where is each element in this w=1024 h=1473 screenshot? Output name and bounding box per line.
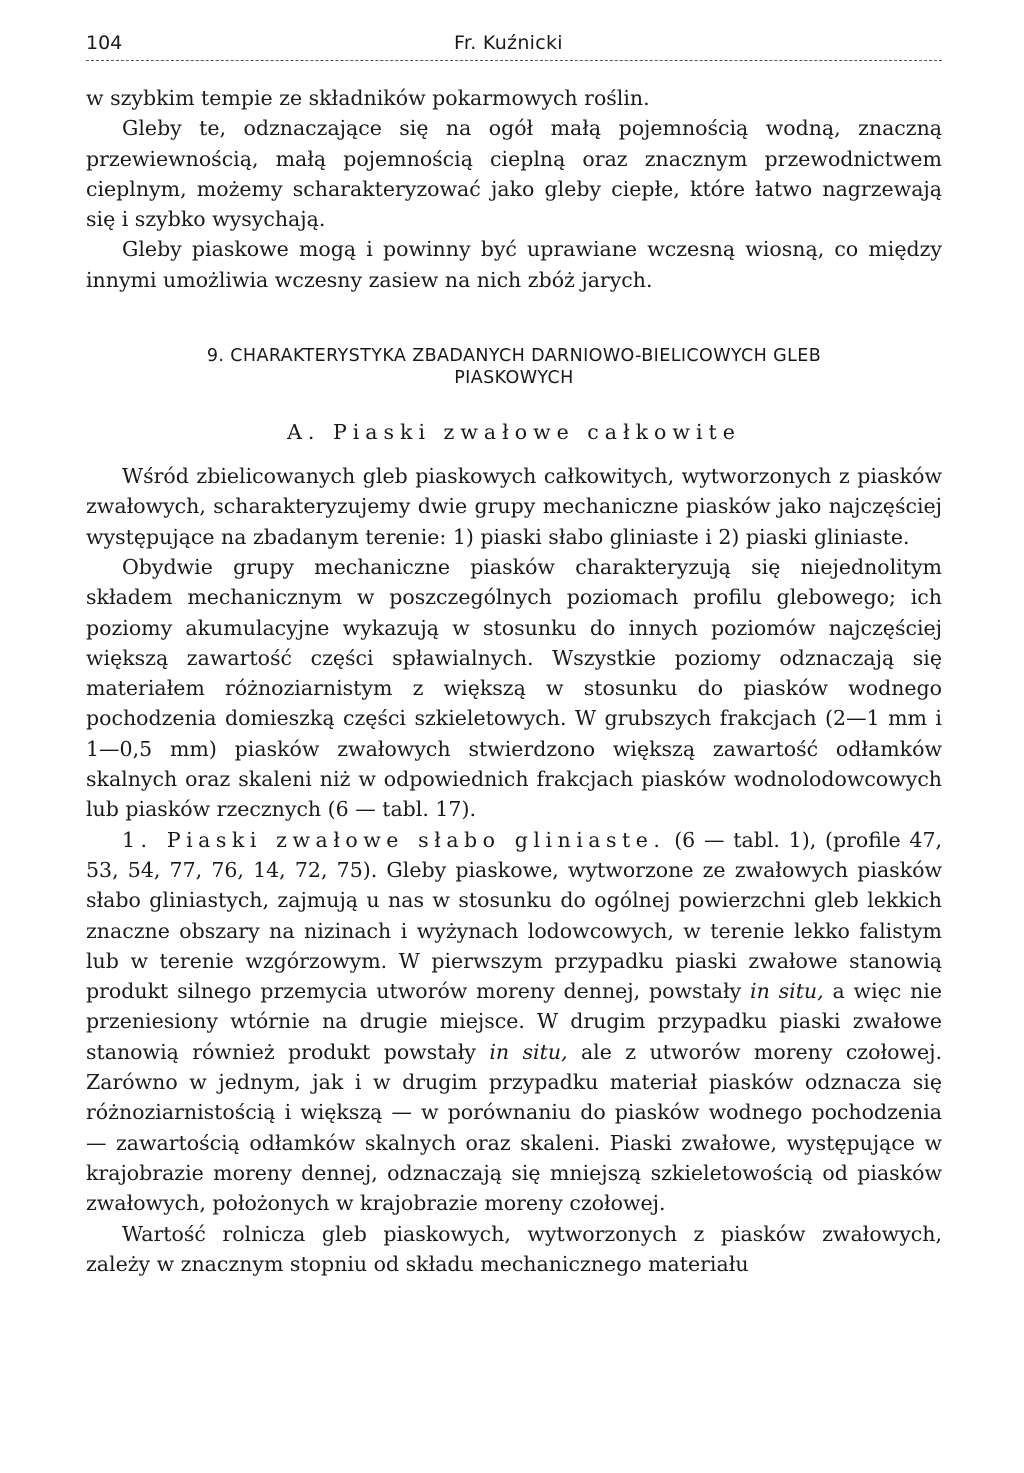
subsection-heading: A. Piaski zwałowe całkowite [287, 420, 741, 445]
body-paragraph-3 [86, 825, 942, 1219]
body-paragraph-3-part-b: a więc nie przeniesiony wtórnie na drugie miejsce. W drugim przypadku piaski zwałowe stanowią również produkt powstały [86, 979, 942, 1064]
page-number: 104 [86, 32, 123, 54]
intro-paragraph-3: Gleby piaskowe mogą i powinny być uprawiane wczesną wiosną, co między innymi umożliwia wczesny zasiew na nich zbóż jarych. [86, 237, 942, 292]
body-paragraph-2: Obydwie grupy mechaniczne piasków charakteryzują się niejednolitym składem mechanicznym w poszczególnych poziomach profilu glebowego; ich poziomy akumulacyjne wykazują w stosunku do innych poziomów najczęściej większą zawartość części spławialnych. Wszystkie poziomy odznaczają się materiałem różnoziarnistym z większą w stosunku do piasków wodnego pochodzenia domieszką części szkieletowych. W grubszych frakcjach (2—1 mm i 1—0,5 mm) piasków zwałowych stwierdzono większą zawartość odłamków skalnych oraz skaleni niż w odpowiednich frakcjach piasków wodnolodowcowych lub piasków rzecznych (6 — tabl. 17). [86, 554, 942, 822]
running-header [86, 22, 942, 56]
section-heading [86, 345, 942, 389]
body-paragraph-3-part-a: (6 — tabl. 1), (profile 47, 53, 54, 77, 76, 14, 72, 75). Gleby piaskowe, wytworzone ze zwałowych piasków słabo gliniastych, zajmują u nas w stosunku do ogólnej powierzchni gleb lekkich znaczne obszary na nizinach i wyżynach lodowcowych, w terenie lekko falistym lub w terenie wzgórzowym. W pierwszym przypadku piaski zwałowe stanowią produkt silnego przemycia utworów moreny dennej, powstały [86, 827, 942, 1004]
body-paragraph-1: Wśród zbielicowanych gleb piaskowych całkowitych, wytworzonych z piasków zwałowych, scharakteryzujemy dwie grupy mechaniczne piasków jako najczęściej występujące na zbadanym terenie: 1) piaski słabo gliniaste i 2) piaski gliniaste. [86, 464, 942, 549]
paragraph-lead-heading: 1. Piaski zwałowe słabo gliniaste. [122, 827, 666, 852]
intro-paragraph-2: Gleby te, odznaczające się na ogół małą pojemnością wodną, znaczną przewiewnością, małą pojemnością cieplną oraz znacznym przewodnictwem cieplnym, możemy scharakteryzować jako gleby ciepłe, które łatwo nagrzewają się i szybko wysychają. [86, 116, 942, 232]
running-title: Fr. Kuźnicki [454, 32, 563, 54]
body-paragraph-3-part-c: ale z utworów moreny czołowej. Zarówno w jednym, jak i w drugim przypadku materiał piasków odznacza się różnoziarnistością i większą — w porównaniu do piasków wodnego pochodzenia — zawartością odłamków skalnych oraz skaleni. Piaski zwałowe, występujące w krajobrazie moreny dennej, odznaczają się mniejszą szkieletowością od piasków zwałowych, położonych w krajobrazie moreny czołowej. [86, 1039, 942, 1216]
italic-term-in-situ-1: in situ, [750, 979, 824, 1004]
document-page [86, 22, 942, 1279]
body-paragraph-4: Wartość rolnicza gleb piaskowych, wytworzonych z piasków zwałowych, zależy w znacznym stopniu od składu mechanicznego materiału [86, 1221, 942, 1276]
intro-paragraph-1: w szybkim tempie ze składników pokarmowych roślin. [86, 86, 650, 110]
section-heading-line-2: PIASKOWYCH [454, 368, 574, 389]
header-rule [86, 60, 942, 61]
section-heading-line-1: 9. CHARAKTERYSTYKA ZBADANYCH DARNIOWO-BIELICOWYCH GLEB [206, 346, 822, 367]
italic-term-in-situ-2: in situ, [489, 1039, 568, 1064]
